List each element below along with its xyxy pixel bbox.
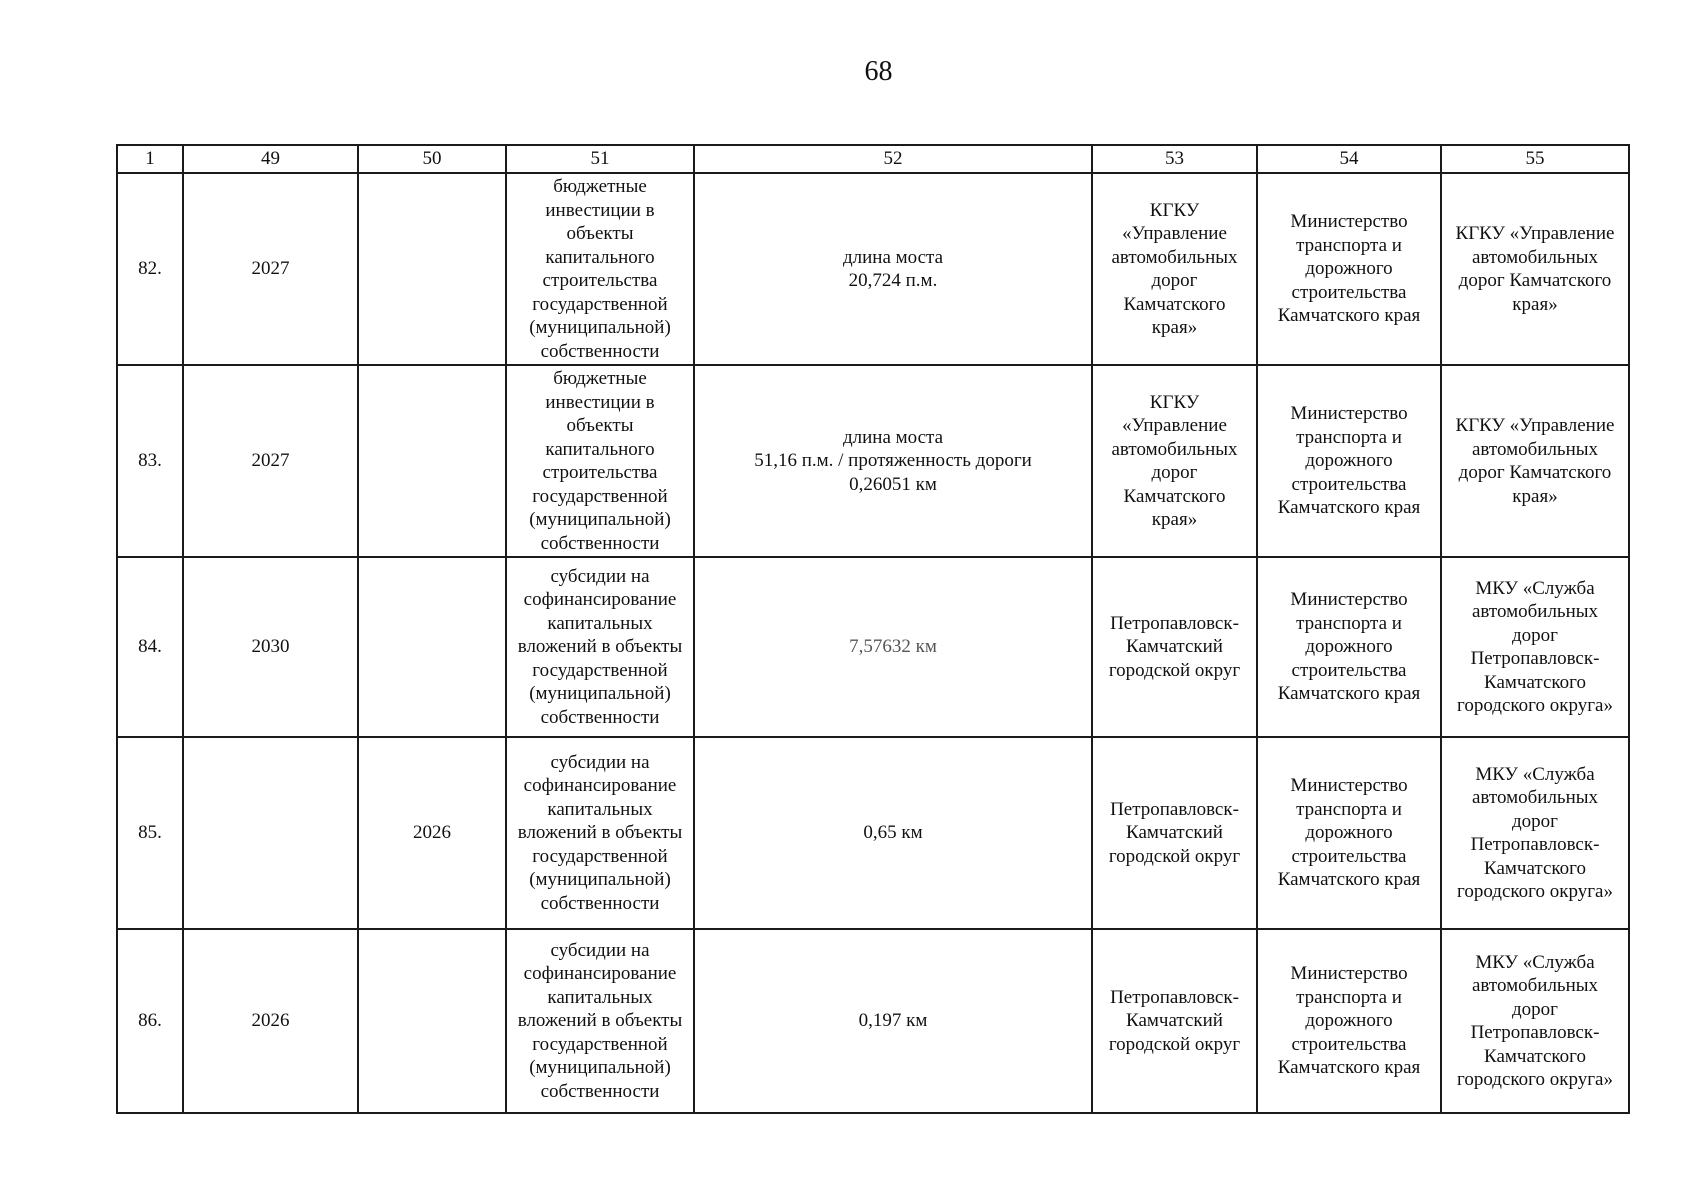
cell-ministry: Министерство транспорта и дорожного строительства Камчатского края	[1257, 929, 1441, 1113]
cell-ministry: Министерство транспорта и дорожного строительства Камчатского края	[1257, 365, 1441, 557]
cell-ministry: Министерство транспорта и дорожного строительства Камчатского края	[1257, 557, 1441, 737]
header-row	[117, 145, 1629, 173]
row-number: 82.	[117, 173, 183, 365]
cell-indicator: длина моста 20,724 п.м.	[694, 173, 1092, 365]
table-row	[117, 929, 1629, 1113]
table-body	[117, 173, 1629, 1113]
cell-year-50	[358, 557, 506, 737]
cell-recipient: КГКУ «Управление автомобильных дорог Камчатского края»	[1092, 173, 1257, 365]
table-row	[117, 737, 1629, 929]
row-number: 83.	[117, 365, 183, 557]
table-row	[117, 365, 1629, 557]
cell-customer: КГКУ «Управление автомобильных дорог Камчатского края»	[1441, 173, 1629, 365]
cell-year-49: 2027	[183, 365, 358, 557]
cell-year-50	[358, 365, 506, 557]
header-cell-51: 51	[506, 145, 694, 173]
cell-year-50: 2026	[358, 737, 506, 929]
data-table	[116, 144, 1630, 1114]
row-number: 86.	[117, 929, 183, 1113]
header-cell-55: 55	[1441, 145, 1629, 173]
cell-recipient: Петропавловск- Камчатский городской округ	[1092, 557, 1257, 737]
cell-funding-type: бюджетные инвестиции в объекты капитального строительства государственной (муниципальной) собственности	[506, 173, 694, 365]
table-row	[117, 557, 1629, 737]
cell-year-49	[183, 737, 358, 929]
cell-year-49: 2026	[183, 929, 358, 1113]
cell-customer: МКУ «Служба автомобильных дорог Петропавловск- Камчатского городского округа»	[1441, 929, 1629, 1113]
cell-year-50	[358, 929, 506, 1113]
cell-year-50	[358, 173, 506, 365]
cell-recipient: Петропавловск- Камчатский городской округ	[1092, 737, 1257, 929]
cell-customer: МКУ «Служба автомобильных дорог Петропавловск- Камчатского городского округа»	[1441, 557, 1629, 737]
header-cell-1: 1	[117, 145, 183, 173]
cell-funding-type: субсидии на софинансирование капитальных вложений в объекты государственной (муниципальной) собственности	[506, 929, 694, 1113]
header-cell-49: 49	[183, 145, 358, 173]
header-cell-52: 52	[694, 145, 1092, 173]
cell-customer: КГКУ «Управление автомобильных дорог Камчатского края»	[1441, 365, 1629, 557]
cell-funding-type: субсидии на софинансирование капитальных вложений в объекты государственной (муниципальной) собственности	[506, 737, 694, 929]
cell-year-49: 2030	[183, 557, 358, 737]
cell-indicator: длина моста 51,16 п.м. / протяженность дороги 0,26051 км	[694, 365, 1092, 557]
header-cell-50: 50	[358, 145, 506, 173]
cell-funding-type: субсидии на софинансирование капитальных вложений в объекты государственной (муниципальной) собственности	[506, 557, 694, 737]
cell-recipient: Петропавловск- Камчатский городской округ	[1092, 929, 1257, 1113]
cell-indicator: 7,57632 км	[694, 557, 1092, 737]
cell-ministry: Министерство транспорта и дорожного строительства Камчатского края	[1257, 737, 1441, 929]
row-number: 84.	[117, 557, 183, 737]
header-cell-54: 54	[1257, 145, 1441, 173]
table-row	[117, 173, 1629, 365]
header-cell-53: 53	[1092, 145, 1257, 173]
cell-indicator: 0,65 км	[694, 737, 1092, 929]
cell-customer: МКУ «Служба автомобильных дорог Петропавловск- Камчатского городского округа»	[1441, 737, 1629, 929]
table-header	[117, 145, 1629, 173]
cell-funding-type: бюджетные инвестиции в объекты капитального строительства государственной (муниципальной) собственности	[506, 365, 694, 557]
cell-indicator: 0,197 км	[694, 929, 1092, 1113]
cell-recipient: КГКУ «Управление автомобильных дорог Камчатского края»	[1092, 365, 1257, 557]
row-number: 85.	[117, 737, 183, 929]
page-number: 68	[864, 56, 893, 87]
cell-ministry: Министерство транспорта и дорожного строительства Камчатского края	[1257, 173, 1441, 365]
cell-year-49: 2027	[183, 173, 358, 365]
